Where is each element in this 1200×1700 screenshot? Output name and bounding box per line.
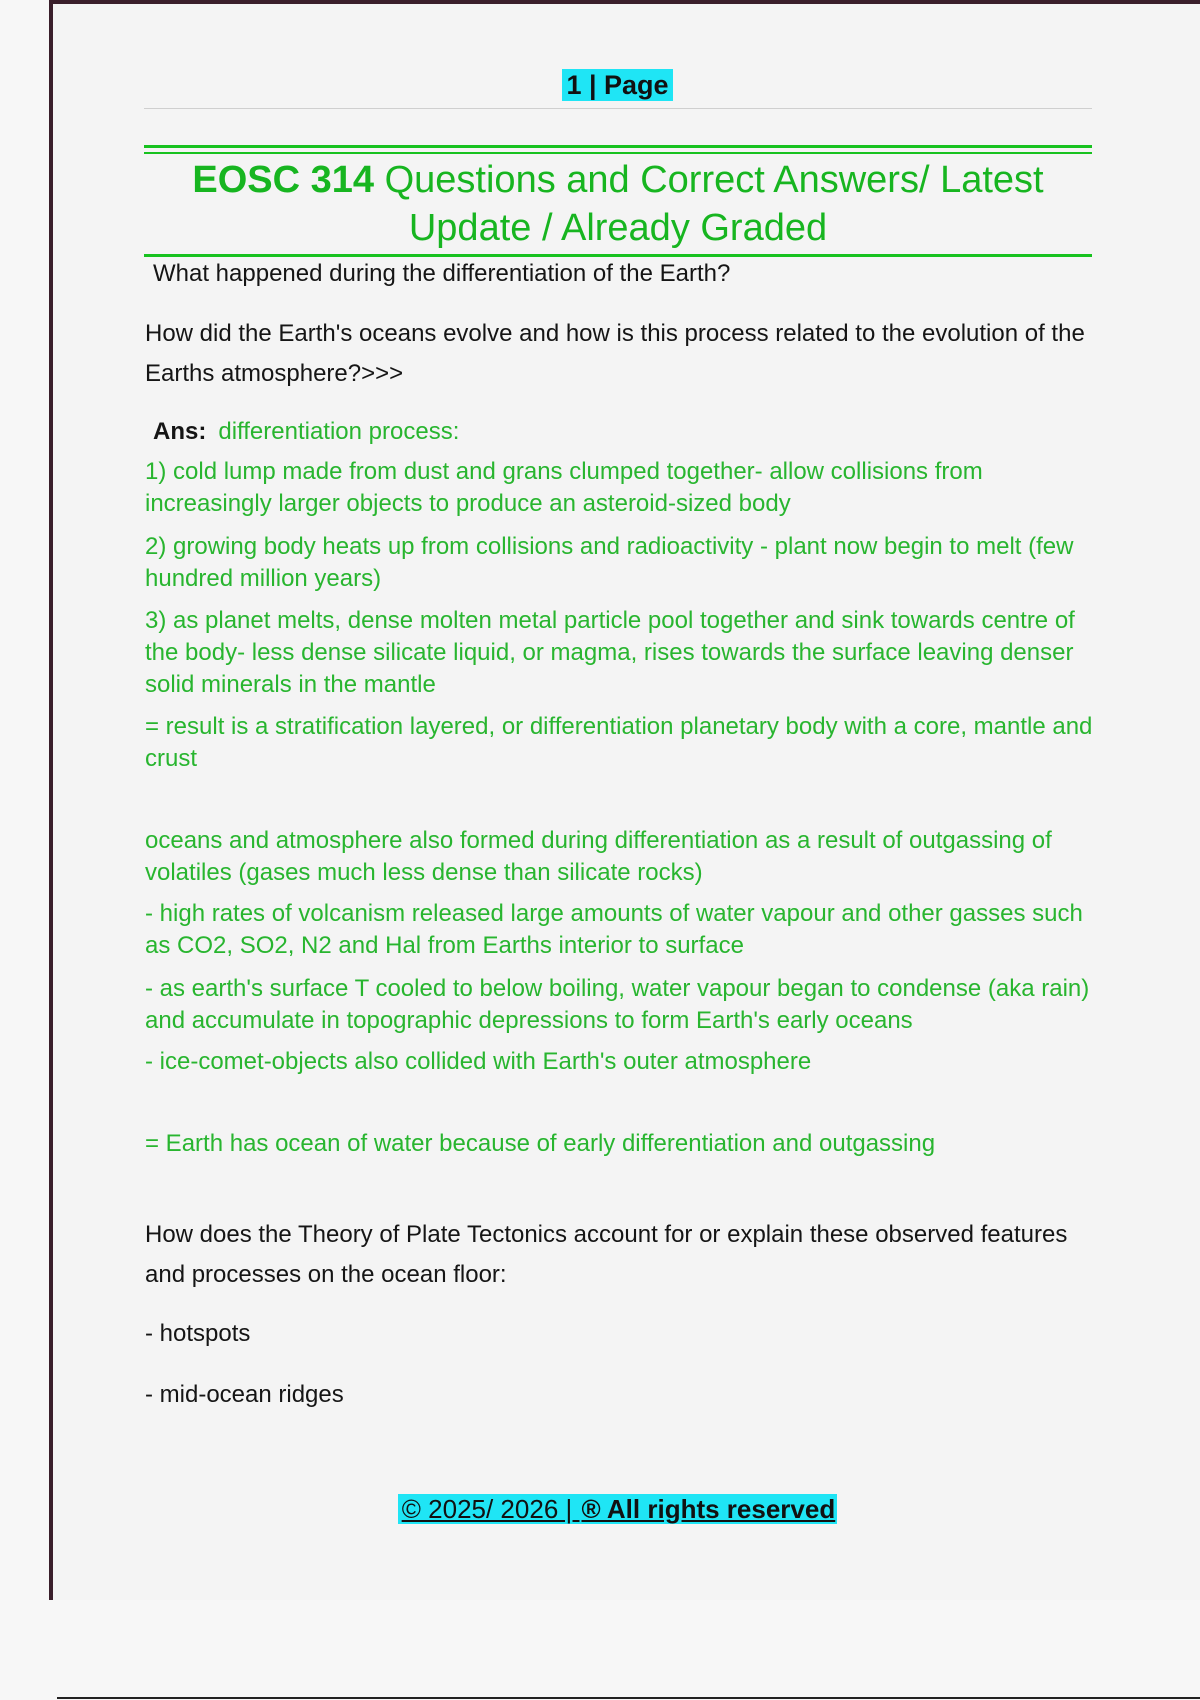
course-code: EOSC 314: [192, 159, 375, 201]
feature-hotspots: - hotspots: [145, 1320, 251, 1347]
page-bottom-divider: [57, 1697, 1200, 1699]
oceans-paragraph-1: oceans and atmosphere also formed during differentiation as a result of outgassing of volatiles (gases much less dense than silicate rocks): [145, 827, 1052, 886]
document-title: [144, 156, 1092, 252]
copyright-year: © 2025/ 2026 |: [401, 1494, 580, 1524]
title-rule-bottom: [144, 254, 1092, 257]
answer-item-4: = result is a stratification layered, or differentiation planetary body with a core, mantle and crust: [145, 713, 1093, 772]
answer-intro-line: [153, 416, 1103, 448]
question-3: How does the Theory of Plate Tectonics account for or explain these observed features and processes on the ocean floor:: [145, 1221, 1068, 1288]
answer-label: Ans:: [153, 418, 207, 445]
oceans-paragraph-4: - ice-comet-objects also collided with Earth's outer atmosphere: [145, 1048, 812, 1075]
question-1: What happened during the differentiation of the Earth?: [153, 260, 731, 287]
answer-item-3: 3) as planet melts, dense molten metal particle pool together and sink towards centre of the body- less dense silicate liquid, or magma, rises towards the surface leaving denser solid minerals in the mantle: [145, 607, 1075, 698]
oceans-paragraph-2: - high rates of volcanism released large amounts of water vapour and other gasses such as CO2, SO2, N2 and Hal from Earths interior to surface: [145, 900, 1083, 959]
copyright-text: [398, 1494, 837, 1524]
answer-intro: differentiation process:: [218, 418, 460, 445]
rights-reserved: ® All rights reserved: [581, 1494, 836, 1524]
answer-item-1: 1) cold lump made from dust and grans clumped together- allow collisions from increasingly larger objects to produce an asteroid-sized body: [145, 458, 983, 517]
answer-item-2: 2) growing body heats up from collisions and radioactivity - plant now begin to melt (few hundred million years): [145, 533, 1074, 592]
title-rest: Questions and Correct Answers/ Latest Update / Already Graded: [374, 159, 1044, 249]
page-number-header: [0, 70, 1200, 101]
question-2: How did the Earth's oceans evolve and how is this process related to the evolution of the Earths atmosphere?>>>: [145, 320, 1085, 387]
page-number-label: 1 | Page: [562, 69, 672, 101]
header-rule: [144, 108, 1092, 109]
answer-conclusion: = Earth has ocean of water because of early differentiation and outgassing: [145, 1130, 936, 1157]
feature-mid-ocean-ridges: - mid-ocean ridges: [145, 1381, 344, 1408]
title-rule-top: [144, 145, 1092, 154]
copyright-footer: [0, 1494, 1200, 1525]
oceans-paragraph-3: - as earth's surface T cooled to below boiling, water vapour began to condense (aka rain) and accumulate in topographic depressions to form Earth's early oceans: [145, 975, 1090, 1034]
